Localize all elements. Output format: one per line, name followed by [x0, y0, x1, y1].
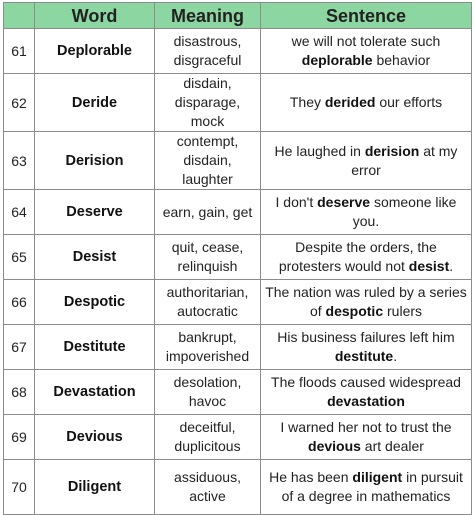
vocab-word: Devastation [35, 370, 155, 415]
vocab-word: Deserve [35, 190, 155, 235]
row-number: 67 [4, 325, 35, 370]
highlighted-word: deserve [317, 194, 371, 210]
example-sentence [261, 280, 472, 325]
sentence-text: He has been [269, 469, 353, 485]
word-meaning [155, 74, 261, 132]
sentence-text: at my error [351, 142, 458, 178]
table-row [4, 325, 472, 370]
highlighted-word: deplorable [301, 52, 373, 68]
table-row [4, 415, 472, 460]
sentence-text: I warned her not to trust the [280, 419, 452, 435]
table-row [4, 370, 472, 415]
meaning-line: assiduous, active [174, 469, 241, 504]
row-number: 66 [4, 280, 35, 325]
vocab-word: Deride [35, 74, 155, 132]
example-sentence [261, 190, 472, 235]
row-number: 65 [4, 235, 35, 280]
header-sentence: Sentence [261, 3, 472, 29]
example-sentence [261, 132, 472, 190]
meaning-line: disgraceful [173, 52, 242, 68]
table-row [4, 190, 472, 235]
highlighted-word: devastation [327, 393, 405, 409]
sentence-text: The floods caused widespread [271, 374, 461, 390]
meaning-line: disdain, [183, 75, 232, 91]
sentence-text: we will not tolerate such [291, 33, 441, 49]
meaning-line: autocratic [177, 303, 238, 319]
sentence-text: in pursuit of a degree in mathematics [281, 469, 463, 504]
sentence-text: Despite the orders, the protesters would not [278, 239, 437, 274]
vocab-word: Despotic [35, 280, 155, 325]
meaning-line: havoc [188, 393, 227, 409]
example-sentence [261, 460, 472, 515]
table-body [4, 29, 472, 515]
row-number: 70 [4, 460, 35, 515]
meaning-line: bankrupt, [178, 329, 237, 345]
meaning-line: deceitful, [179, 419, 236, 435]
table-row [4, 29, 472, 74]
table-row [4, 235, 472, 280]
highlighted-word: despotic [325, 303, 384, 319]
word-meaning [155, 415, 261, 460]
meaning-line: disparage, mock [174, 94, 241, 129]
row-number: 63 [4, 132, 35, 190]
meaning-line: desolation, [173, 374, 242, 390]
sentence-text: The nation was ruled by a series of [265, 284, 467, 319]
meaning-line: quit, cease, [171, 239, 244, 255]
sentence-text: They [289, 94, 325, 110]
sentence-text: . [393, 348, 398, 364]
meaning-line: contempt, [176, 133, 239, 149]
word-meaning [155, 29, 261, 74]
word-meaning [155, 190, 261, 235]
vocab-word: Diligent [35, 460, 155, 515]
word-meaning [155, 460, 261, 515]
example-sentence [261, 29, 472, 74]
meaning-line: disastrous, [173, 33, 242, 49]
table-row [4, 74, 472, 132]
meaning-line: disdain, laughter [182, 152, 233, 187]
sentence-text: I don't [275, 194, 318, 210]
vocab-word: Deplorable [35, 29, 155, 74]
example-sentence [261, 370, 472, 415]
word-meaning [155, 132, 261, 190]
highlighted-word: desist [408, 258, 450, 274]
vocab-word: Derision [35, 132, 155, 190]
highlighted-word: destitute [334, 348, 394, 364]
row-number: 69 [4, 415, 35, 460]
vocab-word: Destitute [35, 325, 155, 370]
word-meaning [155, 280, 261, 325]
vocab-word: Desist [35, 235, 155, 280]
vocabulary-table [3, 2, 472, 515]
sentence-text: behavior [372, 52, 431, 68]
table-row [4, 280, 472, 325]
sentence-text: His business failures left him [277, 329, 455, 345]
meaning-line: earn, gain, get [162, 203, 253, 220]
table-row [4, 132, 472, 190]
table-row [4, 460, 472, 515]
meaning-line: duplicitous [174, 438, 241, 454]
highlighted-word: diligent [352, 469, 403, 485]
example-sentence [261, 235, 472, 280]
row-number: 64 [4, 190, 35, 235]
meaning-line: impoverished [165, 348, 250, 364]
meaning-line: relinquish [177, 258, 238, 274]
header-meaning: Meaning [155, 3, 261, 29]
example-sentence [261, 415, 472, 460]
row-number: 61 [4, 29, 35, 74]
highlighted-word: derision [364, 142, 420, 159]
row-number: 62 [4, 74, 35, 132]
word-meaning [155, 235, 261, 280]
sentence-text: rulers [383, 303, 423, 319]
highlighted-word: derided [324, 94, 376, 110]
example-sentence [261, 325, 472, 370]
sentence-text: art dealer [360, 438, 424, 454]
highlighted-word: devious [308, 438, 361, 454]
meaning-line: authoritarian, [166, 284, 249, 300]
word-meaning [155, 325, 261, 370]
sentence-text: someone like you. [352, 194, 457, 229]
vocab-word: Devious [35, 415, 155, 460]
header-number [4, 3, 35, 29]
word-meaning [155, 370, 261, 415]
sentence-text: . [449, 258, 454, 274]
sentence-text: our efforts [375, 94, 443, 110]
row-number: 68 [4, 370, 35, 415]
example-sentence [261, 74, 472, 132]
header-row [4, 3, 472, 29]
header-word: Word [35, 3, 155, 29]
sentence-text: He laughed in [274, 142, 365, 159]
